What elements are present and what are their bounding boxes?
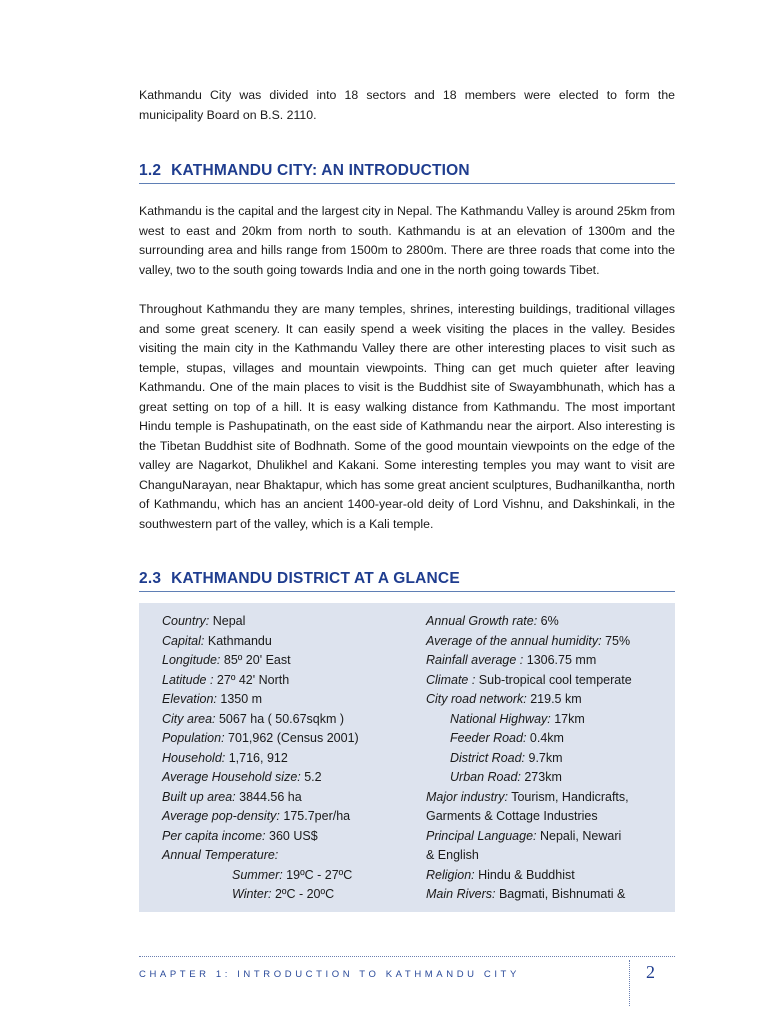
fact-row: City road network: 219.5 km <box>426 692 582 706</box>
fact-row: Urban Road: 273km <box>450 770 562 784</box>
intro-paragraph: Kathmandu City was divided into 18 sectors and 18 members were elected to form the municipality Board on B.S. 2110. <box>139 88 675 122</box>
intro-paragraph-2: Throughout Kathmandu they are many temples, shrines, interesting buildings, traditional villages and some great scenery. It can easily spend a week visiting the places in the valley. Besides visiting the main city in the Kathmandu Valley there are other interesting places to visit such as temple, stupas, villages and mountain viewpoints. Thing can get much quieter after leaving Kathmandu. One of the main places to visit is the Buddhist site of Swayambhunath, which has a great setting on top of a hill. It is easy walking distance from Kathmandu. The most important Hindu temple is Pashupatinath, on the east side of Kathmandu near the airport. Also interesting is the Tibetan Buddhist site of Bodhnath. Some of the good mountain viewpoints on the edge of the valley are Nagarkot, Dhulikhel and Kakani. Some interesting temples you may want to visit are ChanguNarayan, near Bhaktapur, which has some great ancient sculptures, Budhanilkantha, north of Kathmandu, which has an ancient 1400-year-old deity of Lord Vishnu, and Dakshinkali, in the southwestern part of the valley, which is a Kali temple. <box>139 302 675 531</box>
fact-row: Built up area: 3844.56 ha <box>162 789 302 804</box>
section-number: 1.2 <box>139 162 162 179</box>
intro-paragraph-1: Kathmandu is the capital and the largest city in Nepal. The Kathmandu Valley is around 25km from west to east and 20km from north to south. Kathmandu is at an elevation of 1300m and the surrounding area and hills range from 1500m to 2800m. There are three roads that come into the valley, two to the south going towards India and one in the north going towards Tibet. <box>139 204 675 277</box>
section-number: 2.3 <box>139 570 162 587</box>
fact-row: Climate : Sub-tropical cool temperate <box>426 672 632 687</box>
fact-row: Annual Growth rate: 6% <box>426 614 559 628</box>
facts-column-right <box>426 612 671 905</box>
section-title: KATHMANDU DISTRICT AT A GLANCE <box>171 570 460 587</box>
fact-row: Garments & Cottage Industries <box>426 809 598 823</box>
fact-row: Country: Nepal <box>162 614 246 628</box>
fact-row: Main Rivers: Bagmati, Bishnumati & <box>426 887 626 901</box>
fact-row: National Highway: 17km <box>450 711 585 726</box>
fact-row: Population: 701,962 (Census 2001) <box>162 731 359 745</box>
fact-row: Elevation: 1350 m <box>162 692 263 706</box>
fact-row: Average of the annual humidity: 75% <box>426 633 631 648</box>
fact-row: District Road: 9.7km <box>450 750 563 765</box>
fact-row: Average pop-density: 175.7per/ha <box>162 809 351 823</box>
section-title: KATHMANDU CITY: AN INTRODUCTION <box>171 162 470 179</box>
fact-row: Principal Language: Nepali, Newari <box>426 828 622 843</box>
footer-divider <box>139 956 675 957</box>
footer-chapter-title: CHAPTER 1: INTRODUCTION TO KATHMANDU CITY <box>139 969 520 980</box>
section-heading-1-2 <box>139 162 675 184</box>
fact-row: Capital: Kathmandu <box>162 633 272 648</box>
fact-row: Per capita income: 360 US$ <box>162 828 318 843</box>
fact-row: Religion: Hindu & Buddhist <box>426 867 575 882</box>
fact-row: City area: 5067 ha ( 50.67sqkm ) <box>162 711 345 726</box>
section-heading-2-3 <box>139 570 675 592</box>
fact-row: Longitude: 85º 20' East <box>162 653 291 667</box>
fact-row: Household: 1,716, 912 <box>162 750 288 765</box>
fact-row: Average Household size: 5.2 <box>162 770 322 784</box>
fact-row: Latitude : 27º 42' North <box>162 672 290 687</box>
footer-vertical-divider <box>629 960 630 1006</box>
fact-row: Winter: 2ºC - 20ºC <box>232 887 335 901</box>
fact-row: Feeder Road: 0.4km <box>450 731 564 745</box>
fact-row: Major industry: Tourism, Handicrafts, <box>426 789 629 804</box>
fact-row: Rainfall average : 1306.75 mm <box>426 653 597 667</box>
facts-column-left <box>162 612 412 905</box>
fact-row: & English <box>426 848 479 862</box>
page-number: 2 <box>646 962 655 982</box>
fact-row: Summer: 19ºC - 27ºC <box>232 867 353 882</box>
district-facts-box <box>139 603 675 912</box>
fact-row: Annual Temperature: <box>162 848 279 862</box>
